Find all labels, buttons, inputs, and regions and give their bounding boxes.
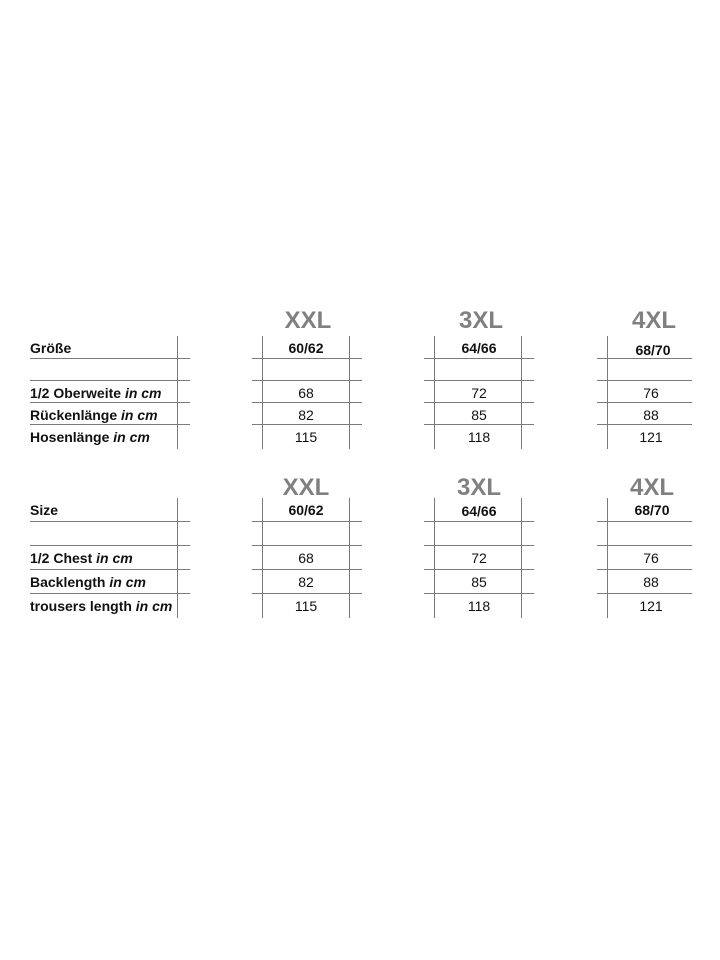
grid-line <box>424 424 534 425</box>
grid-line <box>252 380 362 381</box>
grid-line <box>434 498 435 618</box>
grid-line <box>424 380 534 381</box>
table-cell: 88 <box>643 407 659 423</box>
table-cell: 115 <box>294 429 318 445</box>
grid-line <box>252 402 362 403</box>
grid-line <box>30 358 190 359</box>
grid-line <box>30 593 190 594</box>
grid-line <box>597 358 692 359</box>
table-cell: 68 <box>298 550 314 566</box>
grid-line <box>424 569 534 570</box>
size-heading-3xl: 3XL <box>458 307 503 334</box>
table-header-label: Größe <box>30 340 72 356</box>
grid-line <box>177 498 178 618</box>
table-cell: 82 <box>298 407 314 423</box>
size-heading-4xl: 4XL <box>629 474 674 501</box>
grid-line <box>521 498 522 618</box>
measure-label: Backlength in cm <box>30 574 146 590</box>
grid-line <box>30 521 190 522</box>
measure-label: trousers length in cm <box>30 598 173 614</box>
table-cell: 115 <box>294 598 318 614</box>
grid-line <box>424 521 534 522</box>
table-cell: 88 <box>643 574 659 590</box>
measure-label: 1/2 Oberweite in cm <box>30 385 162 401</box>
table-cell: 76 <box>643 550 659 566</box>
measure-label: Rückenlänge in cm <box>30 407 158 423</box>
table-cell: 82 <box>298 574 314 590</box>
grid-line <box>597 402 692 403</box>
grid-line <box>434 336 435 449</box>
grid-line <box>30 380 190 381</box>
size-number-3xl: 64/66 <box>461 503 497 519</box>
grid-line <box>424 402 534 403</box>
grid-line <box>424 593 534 594</box>
grid-line <box>349 336 350 449</box>
table-cell: 72 <box>471 550 487 566</box>
grid-line <box>252 358 362 359</box>
grid-line <box>349 498 350 618</box>
table-cell: 118 <box>467 598 491 614</box>
size-heading-xxl: XXL <box>284 307 332 334</box>
grid-line <box>597 424 692 425</box>
measure-label: 1/2 Chest in cm <box>30 550 133 566</box>
table-cell: 121 <box>639 429 663 445</box>
grid-line <box>30 569 190 570</box>
size-number-3xl: 64/66 <box>461 340 497 356</box>
grid-line <box>597 380 692 381</box>
grid-line <box>30 402 190 403</box>
table-cell: 121 <box>639 598 663 614</box>
grid-line <box>177 336 178 449</box>
grid-line <box>597 593 692 594</box>
table-header-label: Size <box>30 502 59 518</box>
table-cell: 76 <box>643 385 659 401</box>
grid-line <box>521 336 522 449</box>
grid-line <box>252 424 362 425</box>
grid-line <box>607 336 608 449</box>
grid-line <box>252 521 362 522</box>
size-number-xxl: 60/62 <box>288 502 324 518</box>
size-number-4xl: 68/70 <box>635 342 671 358</box>
size-number-xxl: 60/62 <box>288 340 324 356</box>
grid-line <box>252 593 362 594</box>
grid-line <box>262 498 263 618</box>
measure-label: Hosenlänge in cm <box>30 429 150 445</box>
grid-line <box>424 545 534 546</box>
grid-line <box>424 358 534 359</box>
table-cell: 85 <box>471 407 487 423</box>
grid-line <box>597 545 692 546</box>
grid-line <box>607 498 608 618</box>
table-cell: 118 <box>467 429 491 445</box>
grid-line <box>597 521 692 522</box>
table-cell: 68 <box>298 385 314 401</box>
grid-line <box>262 336 263 449</box>
table-cell: 72 <box>471 385 487 401</box>
size-number-4xl: 68/70 <box>634 502 670 518</box>
grid-line <box>597 569 692 570</box>
size-heading-3xl: 3XL <box>456 474 501 501</box>
size-heading-4xl: 4XL <box>631 307 676 334</box>
grid-line <box>30 545 190 546</box>
table-cell: 85 <box>471 574 487 590</box>
grid-line <box>252 545 362 546</box>
grid-line <box>252 569 362 570</box>
size-heading-xxl: XXL <box>282 474 330 501</box>
grid-line <box>30 424 190 425</box>
